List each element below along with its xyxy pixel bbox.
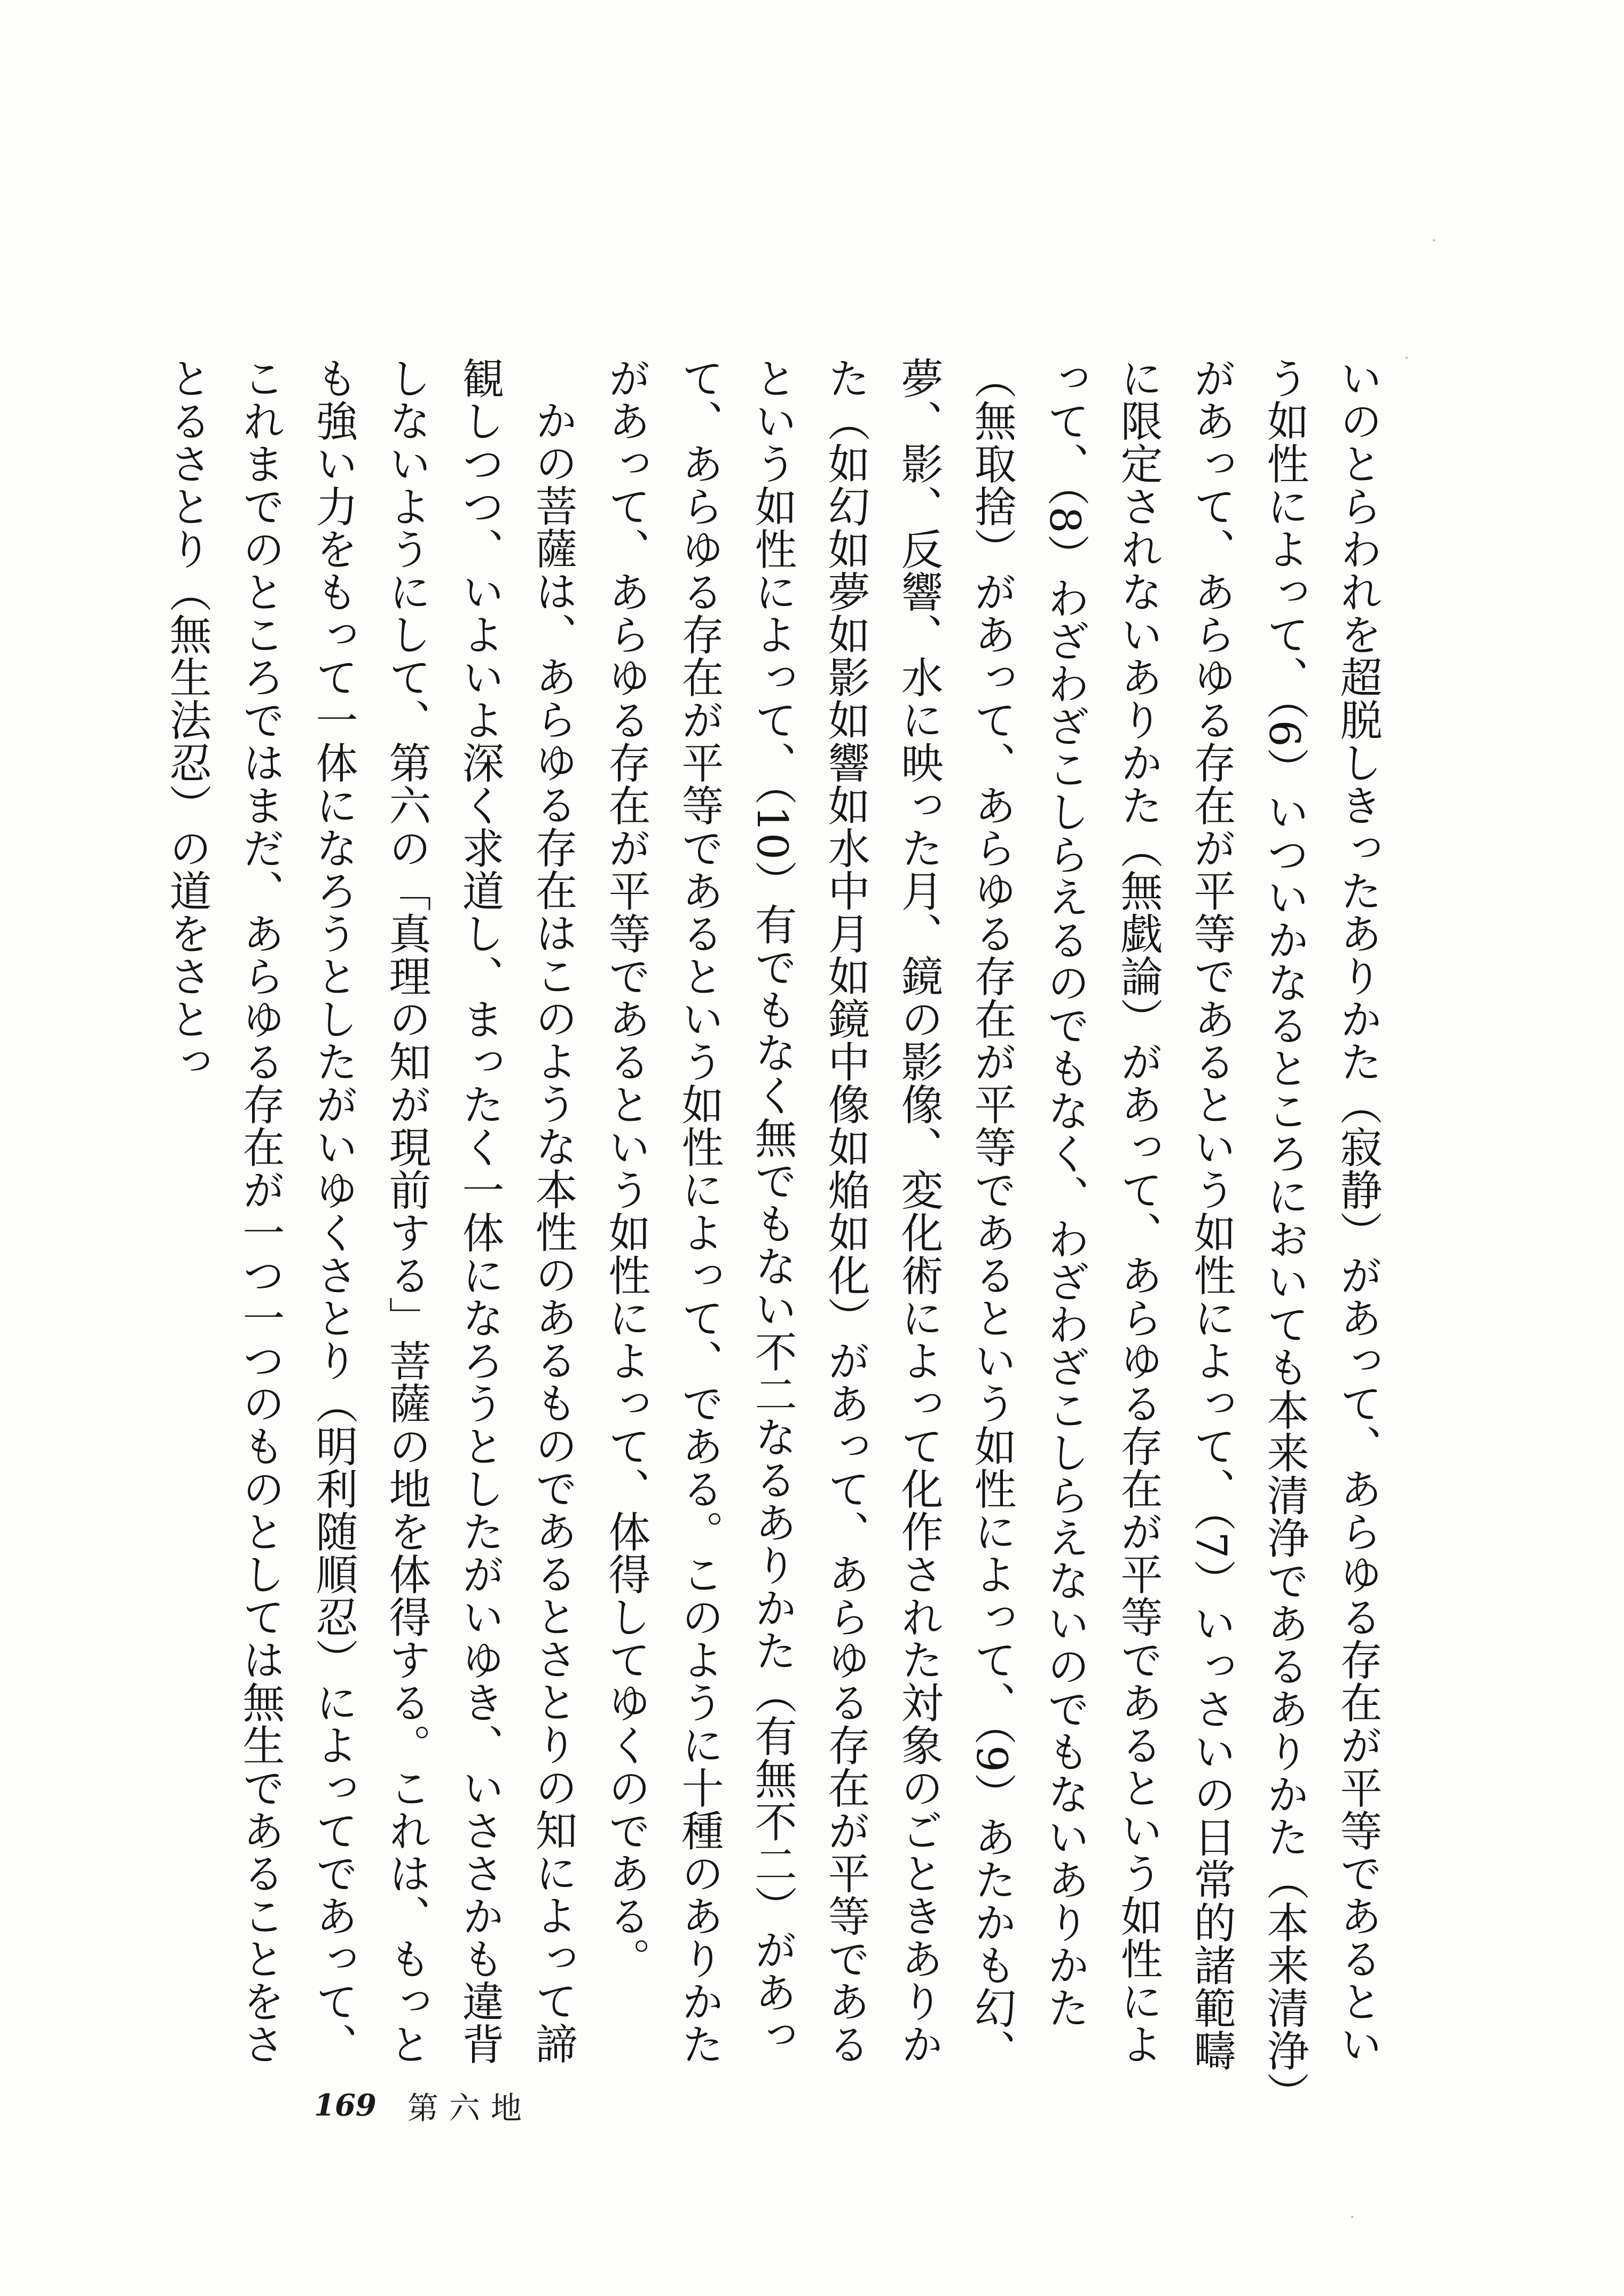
body-text bbox=[162, 357, 1394, 2097]
paper-speck bbox=[1433, 239, 1435, 241]
paragraph-2: かの菩薩は、あらゆる存在はこのような本性のあるものであるとさとりの知によって諦観しつつ、いよいよ深く求道し、まったく一体になろうとしたがいゆき、いささかも違背しないようにして、第六の「真理の知が現前する」菩薩の地を体得する。これは、もっとも強い力をもって一体になろうとしたがいゆくさとり（明利随順忍）によってであって、これまでのところではまだ、あらゆる存在が一つ一つのものとしては無生であることをさとるさとり（無生法忍）の道をさとっ bbox=[162, 357, 577, 2065]
chapter-title: 第六地 bbox=[407, 2090, 532, 2126]
page-number: 169 bbox=[314, 2088, 376, 2123]
page-footer bbox=[314, 2087, 532, 2124]
paragraph-1: いのとらわれを超脱しきったありかた（寂静）があって、あらゆる存在が平等であるという如性によって、（6）いついかなるところにおいても本来清浄であるありかた（本来清浄）があって、あらゆる存在が平等であるという如性によって、（7）いっさいの日常的諸範疇に限定されないありかた（無戯論）があって、あらゆる存在が平等であるという如性によって、（8）わざわざこしらえるのでもなく、わざわざこしらえないのでもないありかた（無取捨）があって、あらゆる存在が平等であるという如性によって、（9）あたかも幻、夢、影、反響、水に映った月、鏡の影像、変化術によって化作された対象のごときありかた（如幻如夢如影如響如水中月如鏡中像如焔如化）があって、あらゆる存在が平等であるという如性によって、（10）有でもなく無でもない不二なるありかた（有無不二）があって、あらゆる存在が平等であるという如性によって、である。このように十種のありかたがあって、あらゆる存在が平等であるという如性によって、体得してゆくのである。 bbox=[601, 357, 1382, 2094]
paper-speck bbox=[1351, 2216, 1353, 2218]
paper-speck bbox=[1406, 357, 1408, 359]
